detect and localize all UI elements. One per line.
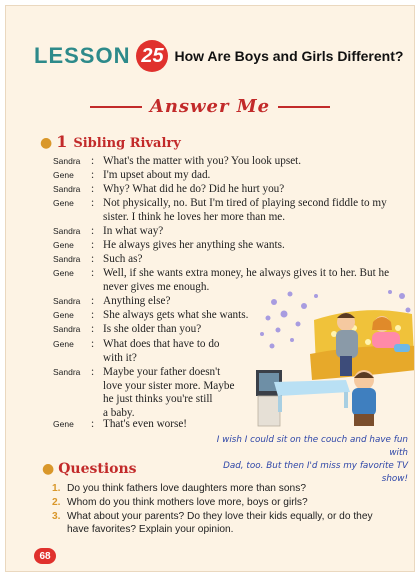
question-text: Do you think fathers love daughters more than sons? (67, 483, 306, 494)
speaker: Gene (53, 310, 74, 320)
section1-number: 1 (56, 132, 68, 151)
line-text: I'm upset about my dad. (103, 169, 211, 181)
line-text: In what way? (103, 225, 164, 237)
line-text: What's the matter with you? You look upset. (103, 155, 302, 167)
line-text: a baby. (103, 406, 135, 419)
question-text: have favorites? Explain your opinion. (67, 523, 234, 535)
question-number: 1. (52, 483, 61, 494)
speaker: Sandra (53, 156, 81, 166)
line-text: he just thinks you're still (103, 393, 213, 405)
line-text: Anything else? (103, 295, 171, 307)
line-text: Why? What did he do? Did he hurt you? (103, 183, 285, 195)
line-text: Maybe your father doesn't (103, 366, 221, 378)
questions-heading (42, 461, 137, 477)
question-text: What about your parents? Do they love their kids equally, or do they (67, 511, 373, 522)
question-item (52, 483, 402, 496)
line-text: Such as? (103, 253, 143, 265)
section1-heading (40, 132, 181, 151)
question-text: Whom do you think mothers love more, boys or girls? (67, 497, 308, 508)
dialogue-line: Gene : Not physically, no. But I'm tired of playing second fiddle to my sister. I think he loves her more than me. (53, 197, 387, 223)
lesson-title: How Are Boys and Girls Different? (174, 48, 404, 64)
speaker: Sandra (53, 324, 81, 334)
question-item (52, 497, 402, 510)
speaker: Gene (53, 339, 74, 349)
question-item (52, 511, 402, 536)
lesson-word: LESSON (34, 43, 131, 68)
line-text: She always gets what she wants. (103, 309, 249, 321)
dialogue-line: Sandra : Maybe your father doesn't love your sister more. Maybe he just thinks you're still a baby. (53, 366, 235, 419)
speaker: Gene (53, 198, 74, 208)
speaker: Sandra (53, 367, 81, 377)
caption-line: Dad, too. But then I'd miss my favorite TV show! (223, 461, 408, 484)
page-number-badge: 68 (34, 548, 56, 564)
illustration-caption (204, 434, 408, 486)
lesson-header (34, 40, 403, 72)
dialogue-line: Gene : She always gets what she wants. (53, 309, 249, 321)
speaker: Gene (53, 240, 74, 250)
lesson-number-badge: 25 (136, 40, 168, 72)
dialogue-line: Sandra : Is she older than you? (53, 323, 202, 335)
dialogue-line: Sandra : In what way? (53, 225, 164, 237)
speaker: Gene (53, 170, 74, 180)
bullet-dot-icon: ● (42, 461, 55, 477)
caption-line: I wish I could sit on the couch and have fun with (216, 435, 408, 458)
dialogue-line: Sandra : Such as? (53, 253, 143, 265)
line-text: Is she older than you? (103, 323, 202, 335)
dialogue-line: Gene : What does that have to do with it? (53, 338, 220, 364)
dialogue-line: Gene : He always gives her anything she wants. (53, 239, 285, 251)
line-text: never gives me enough. (103, 280, 210, 293)
line-text: with it? (103, 351, 137, 364)
speaker: Gene (53, 419, 74, 429)
line-text: He always gives her anything she wants. (103, 239, 285, 251)
textbook-page (5, 5, 415, 572)
dialogue-line: Sandra : Anything else? (53, 295, 171, 307)
dialogue-line: Gene : Well, if she wants extra money, he always gives it to her. But he never gives me enough. (53, 267, 390, 293)
question-number: 2. (52, 497, 61, 508)
dialogue-line: Sandra : What's the matter with you? You look upset. (53, 155, 302, 167)
section-heading-text: Answer Me (149, 96, 271, 117)
bullet-dot-icon: ● (40, 135, 53, 151)
speaker: Sandra (53, 226, 81, 236)
speaker: Sandra (53, 184, 81, 194)
speaker: Sandra (53, 296, 81, 306)
speaker: Sandra (53, 254, 81, 264)
questions-title: Questions (58, 461, 137, 477)
line-text: That's even worse! (103, 418, 188, 430)
line-text: sister. I think he loves her more than me. (103, 210, 286, 223)
question-number: 3. (52, 511, 61, 522)
line-text: Not physically, no. But I'm tired of playing second fiddle to my (103, 197, 387, 209)
section-heading (6, 96, 414, 117)
dialogue-line: Gene : That's even worse! (53, 418, 188, 430)
dialogue-line: Gene : I'm upset about my dad. (53, 169, 211, 181)
speaker: Gene (53, 268, 74, 278)
illustration-family-on-couch (254, 284, 415, 434)
dialogue-line: Sandra : Why? What did he do? Did he hurt you? (53, 183, 285, 195)
section1-title: Sibling Rivalry (73, 136, 181, 151)
line-text: Well, if she wants extra money, he always gives it to her. But he (103, 267, 390, 279)
heading-rule-right (278, 106, 330, 108)
line-text: love your sister more. Maybe (103, 379, 235, 392)
heading-rule-left (90, 106, 142, 108)
line-text: What does that have to do (103, 338, 220, 350)
